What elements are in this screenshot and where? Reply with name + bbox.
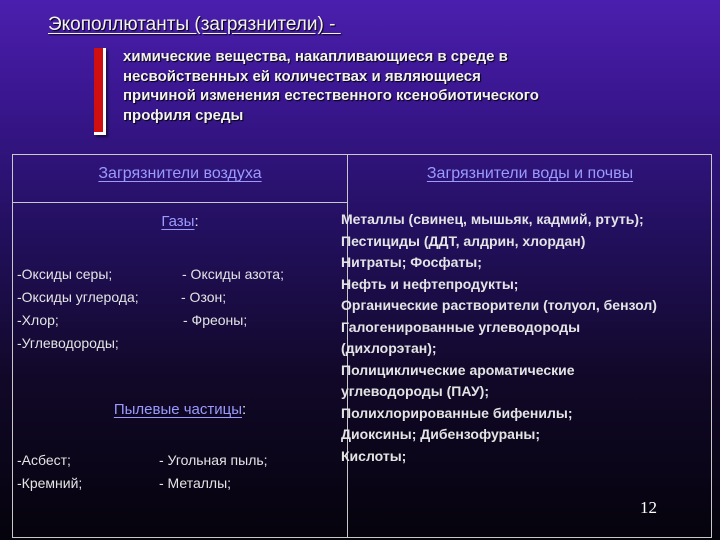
water-soil-pollutants-list — [341, 209, 711, 467]
gas-item: -Хлор; — [17, 312, 59, 328]
list-item: Галогенированные углеводороды — [341, 318, 581, 335]
dust-item: -Кремний; — [17, 475, 83, 491]
list-item: Органические растворители (толуол, бензол) — [341, 297, 657, 313]
gas-item: -Оксиды серы; — [17, 266, 113, 282]
list-item: Полихлорированные бифенилы; — [341, 404, 573, 421]
dust-item: - Угольная пыль; — [159, 452, 268, 468]
dust-item: - Металлы; — [159, 475, 232, 491]
list-item: Нефть и нефтепродукты; — [341, 275, 519, 292]
dust-subheader — [13, 401, 347, 418]
list-item: Нитраты; Фосфаты; — [341, 254, 482, 270]
pollutants-table — [12, 154, 712, 538]
gas-item: -Оксиды углерода; — [17, 289, 139, 305]
list-item: Металлы (свинец, мышьяк, кадмий, ртуть); — [341, 211, 644, 227]
list-item: Кислоты; — [341, 447, 407, 464]
list-item: Пестициды (ДДТ, алдрин, хлордан) — [341, 232, 586, 249]
page-number: 12 — [640, 498, 657, 517]
gases-label: Газы — [161, 213, 195, 230]
list-item: Диоксины; Дибензофураны; — [341, 426, 541, 442]
list-item: (дихлорэтан); — [341, 340, 437, 356]
slide-title: Экополлютанты (загрязнители) - — [48, 14, 341, 35]
gases-subheader — [13, 213, 347, 230]
gases-colon: : — [194, 213, 199, 230]
dust-label: Пылевые частицы — [113, 401, 243, 418]
gas-item: - Фреоны; — [183, 312, 248, 328]
dust-colon: : — [242, 401, 247, 418]
list-item: Полициклические ароматические — [341, 361, 575, 378]
gas-item: - Озон; — [181, 289, 227, 305]
gas-item: - Оксиды азота; — [182, 266, 284, 282]
water-soil-pollutants-header: Загрязнители воды и почвы — [426, 165, 634, 182]
accent-bar — [94, 48, 106, 135]
definition-text: химические вещества, накапливающиеся в среде в несвойственных ей количествах и являющиеся причиной изменения естественного ксенобиотического профиля среды — [123, 48, 539, 124]
dust-item: -Асбест; — [17, 452, 71, 468]
gas-item: -Углеводороды; — [17, 335, 119, 351]
list-item: углеводороды (ПАУ); — [341, 383, 489, 399]
header-divider — [13, 202, 347, 203]
air-pollutants-header: Загрязнители воздуха — [98, 165, 262, 182]
